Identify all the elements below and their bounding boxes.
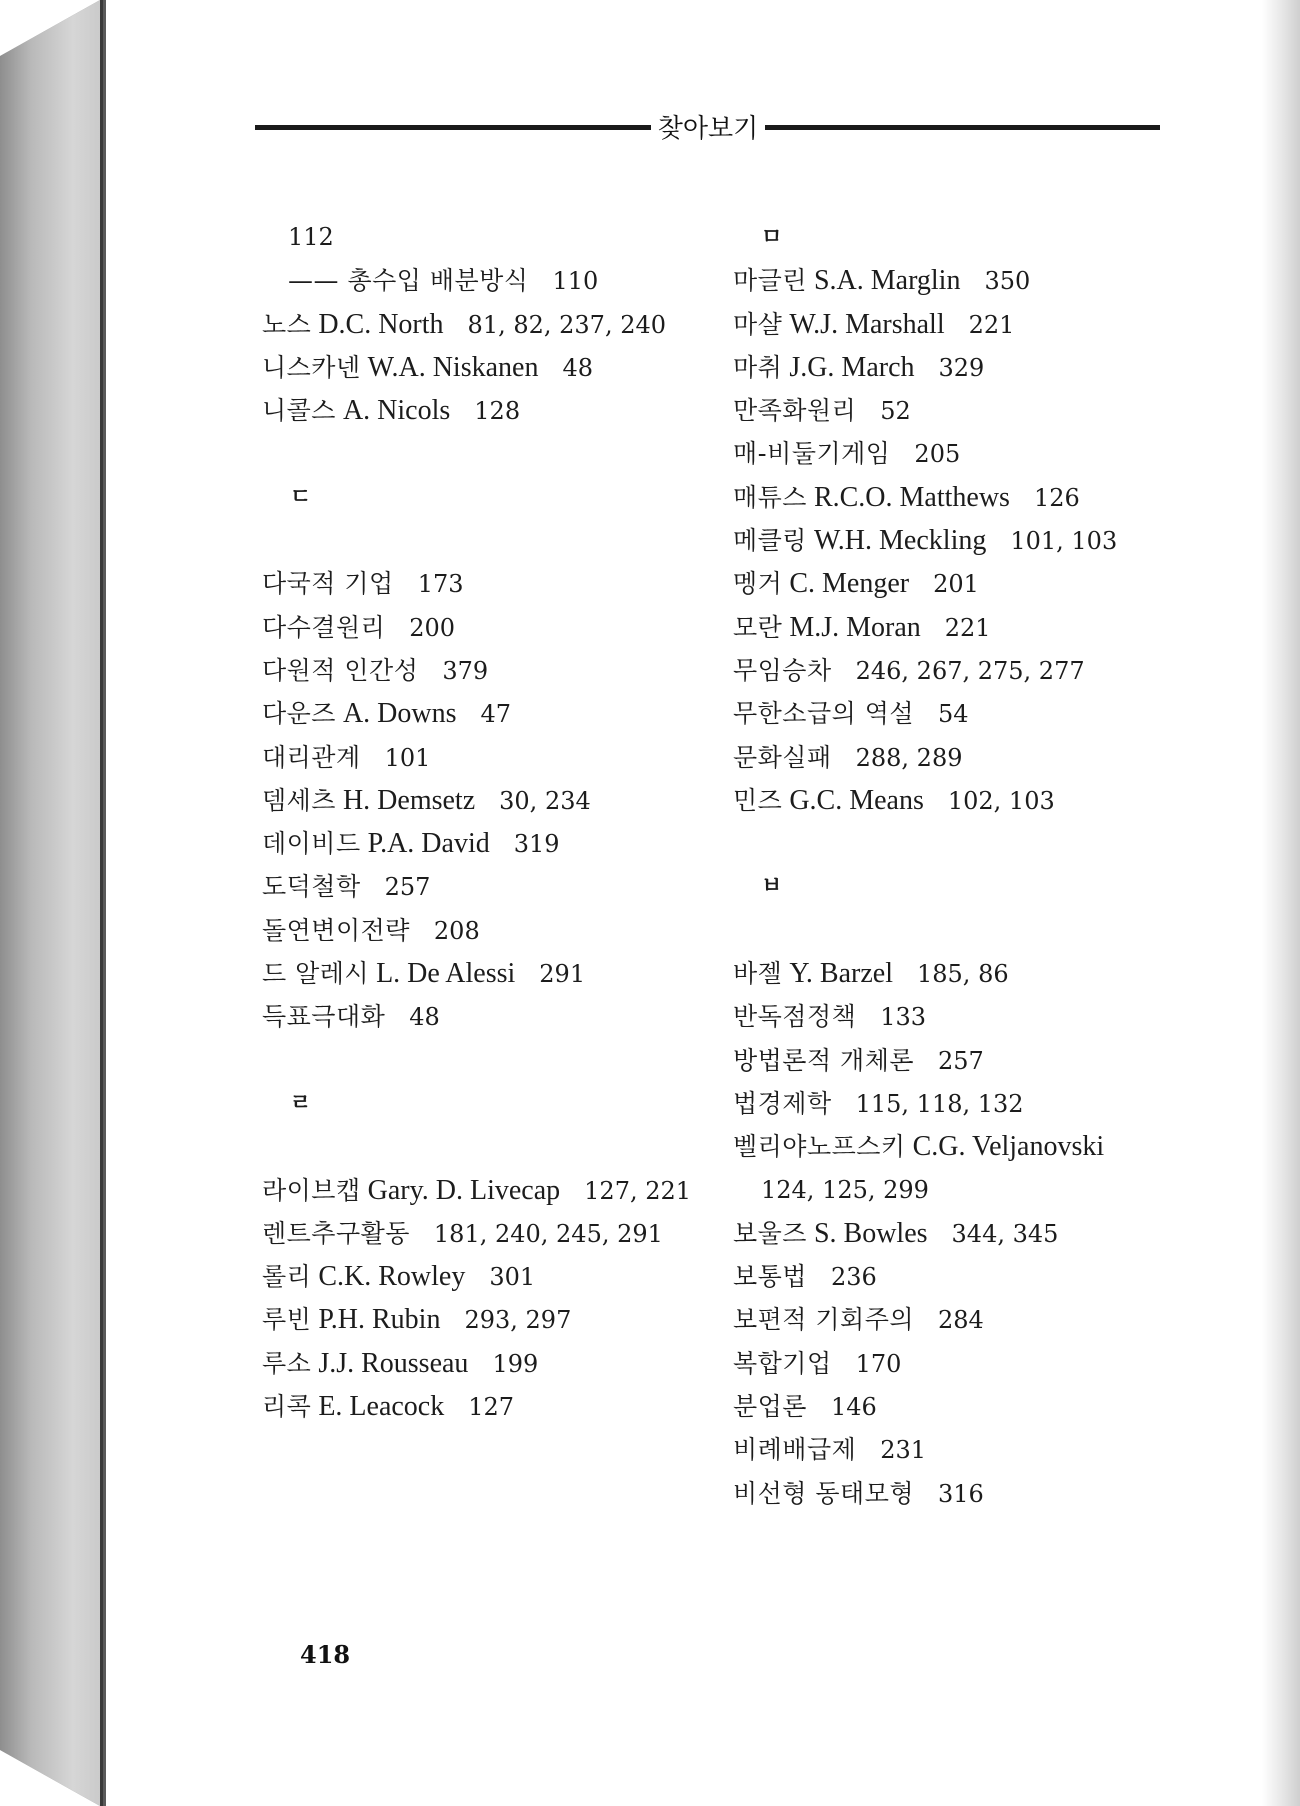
entry-term: 반독점정책 bbox=[733, 1002, 857, 1032]
entry-name: W.H. Meckling bbox=[806, 525, 987, 557]
entry-term: 바젤 bbox=[733, 959, 783, 989]
index-entry bbox=[733, 1082, 1213, 1125]
entry-pages: 257 bbox=[914, 1046, 984, 1075]
entry-name: P.H. Rubin bbox=[311, 1304, 441, 1336]
index-entry bbox=[262, 1212, 742, 1255]
entry-term: 무임승차 bbox=[733, 655, 832, 685]
index-entry bbox=[733, 259, 1213, 302]
entry-term: 비선형 동태모형 bbox=[733, 1478, 914, 1508]
entry-pages: 199 bbox=[468, 1349, 539, 1378]
entry-name: Gary. D. Livecap bbox=[360, 1174, 561, 1206]
spacer bbox=[262, 1039, 742, 1082]
entry-pages: 379 bbox=[418, 656, 489, 685]
entry-pages: 101, 103 bbox=[986, 527, 1118, 556]
entry-name: W.J. Marshall bbox=[782, 308, 945, 340]
page-right-shadow bbox=[1262, 0, 1300, 1806]
header-title: 찾아보기 bbox=[657, 114, 759, 144]
entry-term: 득표극대화 bbox=[262, 1002, 386, 1032]
entry-pages: 128 bbox=[450, 397, 521, 426]
entry-term: 비례배급제 bbox=[733, 1435, 857, 1465]
entry-pages: 236 bbox=[806, 1263, 877, 1292]
entry-term: 마샬 bbox=[733, 309, 783, 339]
index-entry bbox=[733, 952, 1213, 995]
index-entry bbox=[733, 1385, 1213, 1428]
entry-pages: 291 bbox=[515, 960, 586, 989]
entry-pages: 124, 125, 299 bbox=[761, 1175, 929, 1204]
entry-pages: 52 bbox=[856, 397, 911, 426]
entry-pages: 173 bbox=[393, 570, 464, 599]
index-entry bbox=[262, 909, 742, 952]
entry-name: Y. Barzel bbox=[782, 958, 893, 990]
index-entry bbox=[733, 995, 1213, 1038]
index-entry bbox=[262, 389, 742, 432]
entry-term: 뎀세츠 bbox=[262, 785, 336, 815]
index-entry bbox=[733, 389, 1213, 432]
index-entry bbox=[262, 1385, 742, 1428]
entry-name: L. De Alessi bbox=[369, 958, 516, 990]
book-spine bbox=[100, 0, 103, 1806]
entry-term: 돌연변이전략 bbox=[262, 915, 410, 945]
index-entry bbox=[262, 952, 742, 995]
index-entry bbox=[733, 432, 1213, 475]
header-rule-left bbox=[255, 125, 651, 130]
section-heading: ㄷ bbox=[290, 484, 312, 510]
index-entry bbox=[733, 562, 1213, 605]
entry-name: J.G. March bbox=[782, 351, 915, 383]
index-entry bbox=[262, 865, 742, 908]
index-entry bbox=[262, 822, 742, 865]
entry-term: 루빈 bbox=[262, 1305, 312, 1335]
page-number: 418 bbox=[300, 1640, 351, 1669]
entry-term: 대리관계 bbox=[262, 742, 361, 772]
entry-pages: 200 bbox=[385, 613, 456, 642]
entry-term: 마글린 bbox=[733, 266, 807, 296]
entry-pages: 133 bbox=[856, 1003, 927, 1032]
entry-term: 다원적 인간성 bbox=[262, 655, 419, 685]
entry-pages: 115, 118, 132 bbox=[831, 1089, 1024, 1118]
entry-term: 데이비드 bbox=[262, 829, 361, 859]
index-entry bbox=[733, 1125, 1213, 1168]
entry-term: 문화실패 bbox=[733, 742, 832, 772]
entry-pages: 329 bbox=[914, 353, 985, 382]
index-entry bbox=[733, 692, 1213, 735]
index-entry bbox=[262, 606, 742, 649]
index-entry bbox=[733, 649, 1213, 692]
entry-term: 드 알레시 bbox=[262, 959, 370, 989]
entry-pages: 205 bbox=[890, 440, 961, 469]
entry-pages: 127, 221 bbox=[560, 1176, 692, 1205]
entry-pages: 344, 345 bbox=[927, 1219, 1059, 1248]
index-entry bbox=[733, 1169, 1213, 1212]
entry-term: 다수결원리 bbox=[262, 612, 386, 642]
entry-term: 보울즈 bbox=[733, 1218, 807, 1248]
entry-pages: 170 bbox=[831, 1349, 902, 1378]
index-entry bbox=[262, 692, 742, 735]
entry-term: 방법론적 개체론 bbox=[733, 1045, 914, 1075]
entry-pages: 101 bbox=[360, 743, 431, 772]
entry-pages: 127 bbox=[444, 1393, 515, 1422]
entry-name: W.A. Niskanen bbox=[360, 351, 539, 383]
entry-term: 멩거 bbox=[733, 569, 783, 599]
entry-term: 다국적 기업 bbox=[262, 569, 394, 599]
entry-pages: 208 bbox=[409, 916, 480, 945]
index-entry bbox=[733, 1255, 1213, 1298]
entry-name: A. Downs bbox=[335, 698, 457, 730]
index-entry bbox=[262, 562, 742, 605]
entry-pages: 257 bbox=[360, 873, 431, 902]
index-column-right bbox=[733, 216, 1213, 1515]
entry-name: S.A. Marglin bbox=[806, 265, 961, 297]
entry-term: 보통법 bbox=[733, 1262, 807, 1292]
entry-name: J.J. Rousseau bbox=[311, 1347, 469, 1379]
index-entry bbox=[262, 736, 742, 779]
index-entry bbox=[733, 303, 1213, 346]
index-entry bbox=[262, 1298, 742, 1341]
entry-pages: 231 bbox=[856, 1436, 927, 1465]
entry-term: 분업론 bbox=[733, 1392, 807, 1422]
index-entry bbox=[733, 1039, 1213, 1082]
entry-pages: 350 bbox=[960, 267, 1031, 296]
entry-term: 벨리야노프스키 bbox=[733, 1132, 906, 1162]
entry-name: S. Bowles bbox=[806, 1217, 928, 1249]
spacer bbox=[262, 519, 742, 562]
index-entry bbox=[262, 779, 742, 822]
entry-pages: 288, 289 bbox=[831, 743, 963, 772]
section-heading: ㅁ bbox=[761, 225, 783, 250]
entry-name: D.C. North bbox=[311, 308, 444, 340]
entry-term: 렌트추구활동 bbox=[262, 1218, 410, 1248]
entry-term: —— 총수입 배분방식 bbox=[288, 266, 529, 296]
entry-pages: 30, 234 bbox=[475, 786, 591, 815]
entry-pages: 284 bbox=[914, 1306, 984, 1335]
entry-pages: 293, 297 bbox=[440, 1306, 572, 1335]
index-column-left bbox=[262, 216, 742, 1428]
entry-pages: 316 bbox=[914, 1479, 984, 1508]
entry-name: H. Demsetz bbox=[335, 784, 476, 816]
entry-pages: 110 bbox=[528, 267, 599, 296]
index-entry bbox=[733, 346, 1213, 389]
section-heading: ㄹ bbox=[290, 1090, 312, 1116]
entry-term: 복합기업 bbox=[733, 1348, 832, 1378]
index-entry bbox=[733, 1472, 1213, 1515]
entry-term: 니콜스 bbox=[262, 396, 336, 426]
entry-term: 무한소급의 역설 bbox=[733, 699, 914, 729]
entry-name: P.A. David bbox=[360, 828, 490, 860]
entry-term: 법경제학 bbox=[733, 1088, 832, 1118]
entry-pages: 54 bbox=[914, 700, 969, 729]
entry-name: C.G. Veljanovski bbox=[905, 1131, 1105, 1163]
index-entry bbox=[262, 649, 742, 692]
entry-pages: 181, 240, 245, 291 bbox=[409, 1219, 663, 1248]
entry-pages: 102, 103 bbox=[923, 786, 1055, 815]
index-entry bbox=[262, 346, 742, 389]
entry-name: R.C.O. Matthews bbox=[806, 481, 1010, 513]
entry-pages: 246, 267, 275, 277 bbox=[831, 656, 1085, 685]
index-entry bbox=[262, 303, 742, 346]
section-heading: ㅂ bbox=[761, 874, 783, 900]
entry-term: 매-비둘기게임 bbox=[733, 439, 891, 469]
index-entry bbox=[262, 1169, 742, 1212]
entry-pages: 185, 86 bbox=[893, 960, 1009, 989]
index-entry bbox=[733, 779, 1213, 822]
index-entry bbox=[733, 606, 1213, 649]
index-entry bbox=[733, 1212, 1213, 1255]
entry-pages: 47 bbox=[456, 700, 512, 729]
entry-pages: 126 bbox=[1009, 483, 1080, 512]
entry-term: 도덕철학 bbox=[262, 872, 361, 902]
index-entry bbox=[262, 1342, 742, 1385]
entry-term: 만족화원리 bbox=[733, 396, 857, 426]
running-header bbox=[255, 104, 1160, 148]
index-entry bbox=[262, 1255, 742, 1298]
entry-term: 모란 bbox=[733, 612, 783, 642]
header-rule-right bbox=[765, 125, 1160, 130]
spacer bbox=[262, 432, 742, 475]
entry-pages: 146 bbox=[806, 1393, 877, 1422]
entry-term: 메클링 bbox=[733, 526, 807, 556]
entry-name: A. Nicols bbox=[335, 395, 451, 427]
entry-pages: 301 bbox=[465, 1263, 536, 1292]
spacer bbox=[733, 909, 1213, 952]
entry-pages: 48 bbox=[538, 353, 593, 382]
index-entry bbox=[733, 1428, 1213, 1471]
entry-term: 매튜스 bbox=[733, 482, 807, 512]
entry-term: 마취 bbox=[733, 352, 783, 382]
index-entry bbox=[262, 216, 742, 259]
entry-name: C.K. Rowley bbox=[311, 1261, 466, 1293]
entry-pages: 221 bbox=[920, 613, 991, 642]
entry-pages: 81, 82, 237, 240 bbox=[443, 310, 667, 339]
book-edge bbox=[0, 0, 104, 1806]
entry-name: G.C. Means bbox=[782, 784, 924, 816]
entry-term: 민즈 bbox=[733, 785, 783, 815]
index-entry bbox=[262, 995, 742, 1038]
spacer bbox=[733, 822, 1213, 865]
entry-term: 노스 bbox=[262, 309, 312, 339]
entry-term: 라이브캡 bbox=[262, 1175, 361, 1205]
entry-term: 롤리 bbox=[262, 1262, 312, 1292]
entry-term: 루소 bbox=[262, 1348, 312, 1378]
entry-term: 보편적 기회주의 bbox=[733, 1305, 914, 1335]
entry-pages: 201 bbox=[909, 570, 979, 599]
index-entry bbox=[733, 1342, 1213, 1385]
spacer bbox=[262, 1125, 742, 1168]
entry-term: 리콕 bbox=[262, 1392, 312, 1422]
entry-pages: 319 bbox=[489, 830, 560, 859]
entry-pages: 112 bbox=[288, 223, 334, 251]
entry-name: M.J. Moran bbox=[782, 611, 921, 643]
entry-name: C. Menger bbox=[782, 568, 910, 600]
entry-pages: 221 bbox=[944, 310, 1015, 339]
entry-term: 다운즈 bbox=[262, 699, 336, 729]
index-entry bbox=[733, 1298, 1213, 1341]
index-entry bbox=[733, 476, 1213, 519]
entry-name: E. Leacock bbox=[311, 1391, 445, 1423]
index-entry bbox=[733, 519, 1213, 562]
index-entry bbox=[262, 259, 742, 302]
entry-pages: 48 bbox=[385, 1003, 440, 1032]
entry-term: 니스카넨 bbox=[262, 352, 361, 382]
index-entry bbox=[733, 736, 1213, 779]
